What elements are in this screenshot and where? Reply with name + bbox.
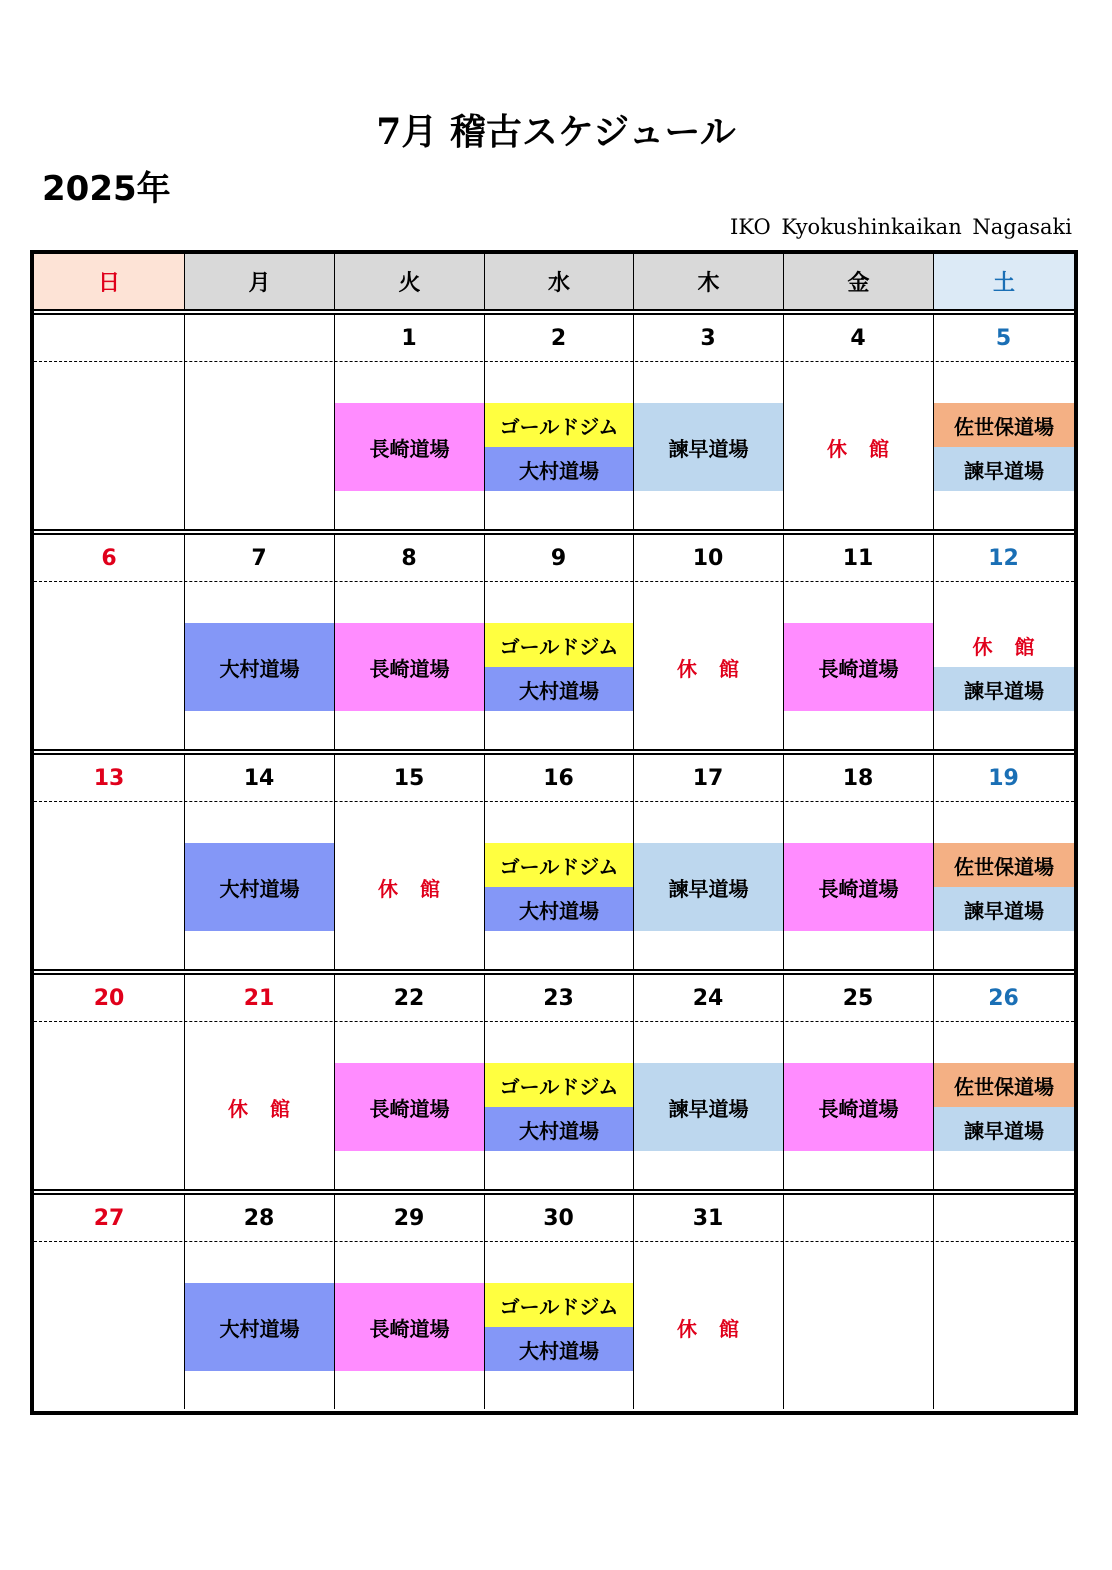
- day-cell-11: [783, 535, 933, 749]
- schedule-entry-nagasaki: 長崎道場: [335, 623, 484, 711]
- day-cell-2: [484, 315, 633, 529]
- weekday-header-sat: 土: [933, 254, 1074, 309]
- schedule-entry-omura: 大村道場: [485, 447, 633, 491]
- day-number: 19: [988, 765, 1019, 791]
- day-number: 31: [692, 1205, 724, 1231]
- day-number: 16: [543, 765, 574, 791]
- day-cell-6: [34, 535, 184, 749]
- schedule-entry-closed: 休 館: [228, 1096, 291, 1121]
- schedule-entry-closed: 休 館: [677, 656, 740, 681]
- schedule-entry-nagasaki: 長崎道場: [784, 1063, 933, 1151]
- day-number: [184, 315, 334, 361]
- schedule-entry-gold: ゴールドジム: [485, 403, 633, 447]
- day-cell-19: [933, 755, 1074, 969]
- week-row-1: [34, 315, 1074, 529]
- weekday-header-fri: 金: [783, 254, 933, 309]
- schedule-entry-omura: 大村道場: [485, 887, 633, 931]
- schedule-entry-closed: 休 館: [677, 1316, 740, 1341]
- day-number: 26: [988, 985, 1019, 1011]
- day-cell-20: [34, 975, 184, 1189]
- day-number: [933, 1195, 1074, 1241]
- schedule-entry-nagasaki: 長崎道場: [784, 843, 933, 931]
- schedule-entry-omura: 大村道場: [185, 843, 334, 931]
- schedule-entry-nagasaki: 長崎道場: [335, 403, 484, 491]
- day-cell-1: [334, 315, 484, 529]
- schedule-entry-sasebo: 佐世保道場: [934, 843, 1074, 887]
- day-cell-30: [484, 1195, 633, 1409]
- schedule-entry-gold: ゴールドジム: [485, 1283, 633, 1327]
- day-number: 9: [550, 545, 567, 571]
- day-number: 30: [543, 1205, 574, 1231]
- day-cell-28: [184, 1195, 334, 1409]
- schedule-entry-isahaya: 諫早道場: [634, 403, 783, 491]
- schedule-entry-nagasaki: 長崎道場: [335, 1283, 484, 1371]
- day-number: 4: [850, 325, 866, 351]
- schedule-entry-gold: ゴールドジム: [485, 623, 633, 667]
- weekday-header-thu: 木: [633, 254, 783, 309]
- schedule-entry-isahaya: 諫早道場: [634, 1063, 783, 1151]
- day-cell-16: [484, 755, 633, 969]
- day-number: 15: [393, 765, 425, 791]
- day-number: 18: [842, 765, 874, 791]
- day-cell-8: [334, 535, 484, 749]
- day-number: 14: [243, 765, 275, 791]
- schedule-entry-nagasaki: 長崎道場: [335, 1063, 484, 1151]
- day-number: 3: [700, 325, 716, 351]
- schedule-entry-gold: ゴールドジム: [485, 1063, 633, 1107]
- day-cell-13: [34, 755, 184, 969]
- day-number: 29: [393, 1205, 425, 1231]
- schedule-entry-omura: 大村道場: [485, 1327, 633, 1371]
- day-cell-29: [334, 1195, 484, 1409]
- day-cell-18: [783, 755, 933, 969]
- calendar-grid: [34, 254, 1074, 1411]
- day-cell-22: [334, 975, 484, 1189]
- day-number: 12: [988, 545, 1019, 571]
- day-cell-27: [34, 1195, 184, 1409]
- day-number: 27: [93, 1205, 125, 1231]
- day-cell-9: [484, 535, 633, 749]
- day-number: 5: [995, 325, 1012, 351]
- day-cell-21: [184, 975, 334, 1189]
- day-number: 21: [243, 985, 275, 1011]
- schedule-entry-omura: 大村道場: [485, 667, 633, 711]
- year-label: 2025年: [42, 169, 171, 209]
- day-number: 20: [93, 985, 125, 1011]
- schedule-entry-isahaya: 諫早道場: [634, 843, 783, 931]
- week-row-2: [34, 535, 1074, 749]
- day-cell-empty: [933, 1195, 1074, 1409]
- day-cell-17: [633, 755, 783, 969]
- weekday-header-row: [34, 254, 1074, 309]
- schedule-entry-closed: 休 館: [378, 876, 441, 901]
- schedule-entry-isahaya: 諫早道場: [934, 667, 1074, 711]
- day-cell-15: [334, 755, 484, 969]
- day-cell-5: [933, 315, 1074, 529]
- day-number: 11: [842, 545, 874, 571]
- day-number: [783, 1195, 933, 1241]
- schedule-entry-sasebo: 佐世保道場: [934, 1063, 1074, 1107]
- schedule-entry-omura: 大村道場: [185, 623, 334, 711]
- day-number: 1: [401, 325, 417, 351]
- schedule-entry-nagasaki: 長崎道場: [784, 623, 933, 711]
- day-cell-24: [633, 975, 783, 1189]
- week-row-3: [34, 755, 1074, 969]
- schedule-entry-omura: 大村道場: [185, 1283, 334, 1371]
- day-number: 17: [692, 765, 724, 791]
- schedule-entry-closed: 休 館: [827, 436, 890, 461]
- schedule-entry-isahaya: 諫早道場: [934, 1107, 1074, 1151]
- day-number: 28: [243, 1205, 275, 1231]
- weekday-header-tue: 火: [334, 254, 484, 309]
- day-cell-3: [633, 315, 783, 529]
- schedule-entry-closed: 休 館: [972, 634, 1036, 659]
- day-number: 2: [550, 325, 567, 351]
- day-number: 24: [692, 985, 724, 1011]
- day-number: 13: [93, 765, 125, 791]
- day-cell-12: [933, 535, 1074, 749]
- week-row-4: [34, 975, 1074, 1189]
- day-cell-empty: [184, 315, 334, 529]
- schedule-entry-omura: 大村道場: [485, 1107, 633, 1151]
- weekday-header-wed: 水: [484, 254, 633, 309]
- day-number: 23: [543, 985, 574, 1011]
- calendar: [30, 250, 1078, 1415]
- schedule-entry-isahaya: 諫早道場: [934, 447, 1074, 491]
- day-cell-empty: [783, 1195, 933, 1409]
- day-cell-7: [184, 535, 334, 749]
- day-number: 8: [401, 545, 417, 571]
- day-number: 6: [101, 545, 117, 571]
- week-row-5: [34, 1195, 1074, 1409]
- schedule-entry-gold: ゴールドジム: [485, 843, 633, 887]
- day-cell-4: [783, 315, 933, 529]
- weekday-header-mon: 月: [184, 254, 334, 309]
- schedule-entry-sasebo: 佐世保道場: [934, 403, 1074, 447]
- schedule-entry-isahaya: 諫早道場: [934, 887, 1074, 931]
- day-number: 25: [842, 985, 874, 1011]
- organization-name: IKO Kyokushinkaikan Nagasaki: [730, 215, 1072, 239]
- day-number: [34, 315, 184, 361]
- day-cell-25: [783, 975, 933, 1189]
- day-number: 10: [692, 545, 724, 571]
- weekday-header-sun: 日: [34, 254, 184, 309]
- day-cell-14: [184, 755, 334, 969]
- day-cell-26: [933, 975, 1074, 1189]
- page-title: 7月 稽古スケジュール: [376, 111, 736, 153]
- day-cell-23: [484, 975, 633, 1189]
- day-cell-10: [633, 535, 783, 749]
- day-number: 22: [393, 985, 425, 1011]
- day-cell-empty: [34, 315, 184, 529]
- day-cell-31: [633, 1195, 783, 1409]
- day-number: 7: [251, 545, 267, 571]
